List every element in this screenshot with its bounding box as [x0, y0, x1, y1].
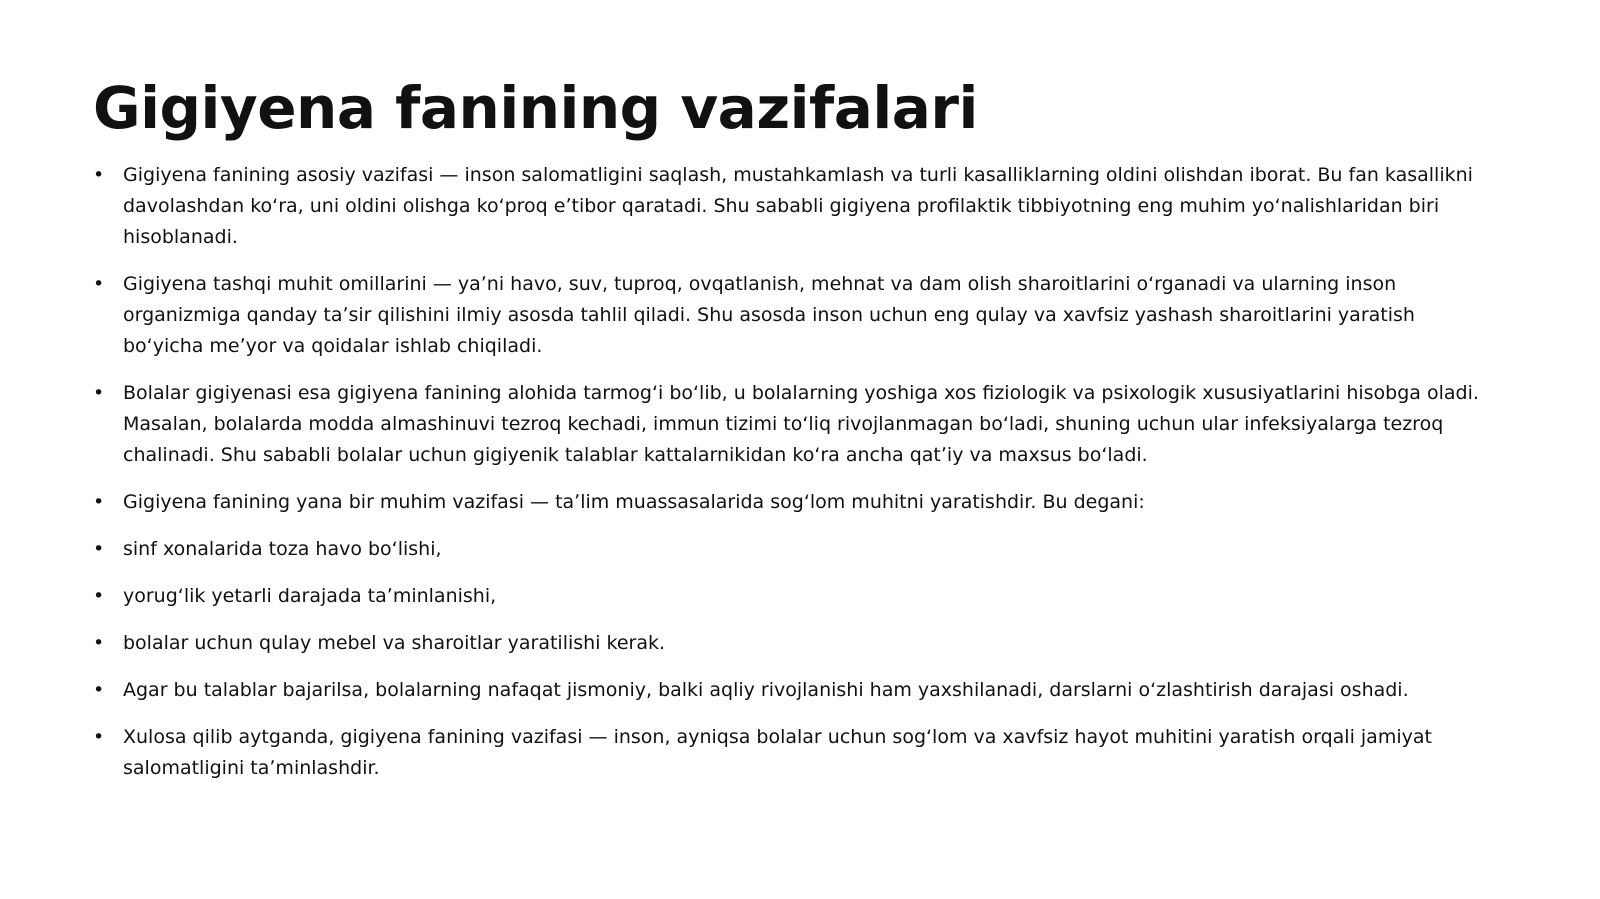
bullet-item — [93, 487, 1493, 518]
bullet-icon: • — [93, 538, 105, 560]
bullet-item — [93, 628, 1493, 659]
bullet-item — [93, 534, 1493, 565]
bullet-text: bolalar uchun qulay mebel va sharoitlar yaratilishi kerak. — [123, 632, 666, 654]
bullet-text: sinf xonalarida toza havo boʻlishi, — [123, 538, 442, 560]
bullet-icon: • — [93, 726, 105, 748]
bullet-icon: • — [93, 585, 105, 607]
bullet-text: Agar bu talablar bajarilsa, bolalarning nafaqat jismoniy, balki aqliy rivojlanishi ham yaxshilanadi, darslarni oʻzlashtirish darajasi oshadi. — [123, 679, 1409, 701]
bullet-icon: • — [93, 679, 105, 701]
bullet-icon: • — [93, 632, 105, 654]
bullet-text: Gigiyena tashqi muhit omillarini — yaʼni havo, suv, tuproq, ovqatlanish, mehnat va dam olish sharoitlarini oʻrganadi va ularning inson organizmiga qanday taʼsir qilishini ilmiy asosda tahlil qiladi. Shu asosda inson uchun eng qulay va xavfsiz yashash sharoitlarini yaratish boʻyicha meʼyor va qoidalar ishlab chiqiladi. — [123, 273, 1415, 357]
bullet-item — [93, 378, 1493, 471]
bullet-text: yorugʻlik yetarli darajada taʼminlanishi, — [123, 585, 497, 607]
bullet-icon: • — [93, 273, 105, 295]
bullet-text: Bolalar gigiyenasi esa gigiyena fanining alohida tarmogʻi boʻlib, u bolalarning yoshiga xos fiziologik va psixologik xususiyatlarini hisobga oladi. Masalan, bolalarda modda almashinuvi tezroq kechadi, immun tizimi toʻliq rivojlanmagan boʻladi, shuning uchun ular infeksiyalarga tezroq chalinadi. Shu sababli bolalar uchun gigiyenik talablar kattalarnikidan koʻra ancha qatʼiy va maxsus boʻladi. — [123, 382, 1479, 466]
bullet-icon: • — [93, 164, 105, 186]
bullet-item — [93, 581, 1493, 612]
slide-title: Gigiyena fanining vazifalari — [93, 74, 978, 142]
bullet-item — [93, 722, 1493, 784]
bullet-item — [93, 160, 1493, 253]
bullet-item — [93, 675, 1493, 706]
bullet-text: Xulosa qilib aytganda, gigiyena fanining vazifasi — inson, ayniqsa bolalar uchun sogʻlom va xavfsiz hayot muhitini yaratish orqali jamiyat salomatligini taʼminlashdir. — [123, 726, 1432, 779]
bullet-icon: • — [93, 491, 105, 513]
bullet-list — [93, 160, 1493, 800]
bullet-text: Gigiyena fanining asosiy vazifasi — inson salomatligini saqlash, mustahkamlash va turli kasalliklarning oldini olishdan iborat. Bu fan kasallikni davolashdan koʻra, uni oldini olishga koʻproq eʼtibor qaratadi. Shu sababli gigiyena profilaktik tibbiyotning eng muhim yoʻnalishlaridan biri hisoblanadi. — [123, 164, 1473, 248]
bullet-text: Gigiyena fanining yana bir muhim vazifasi — taʼlim muassasalarida sogʻlom muhitni yaratishdir. Bu degani: — [123, 491, 1145, 513]
bullet-item — [93, 269, 1493, 362]
bullet-icon: • — [93, 382, 105, 404]
